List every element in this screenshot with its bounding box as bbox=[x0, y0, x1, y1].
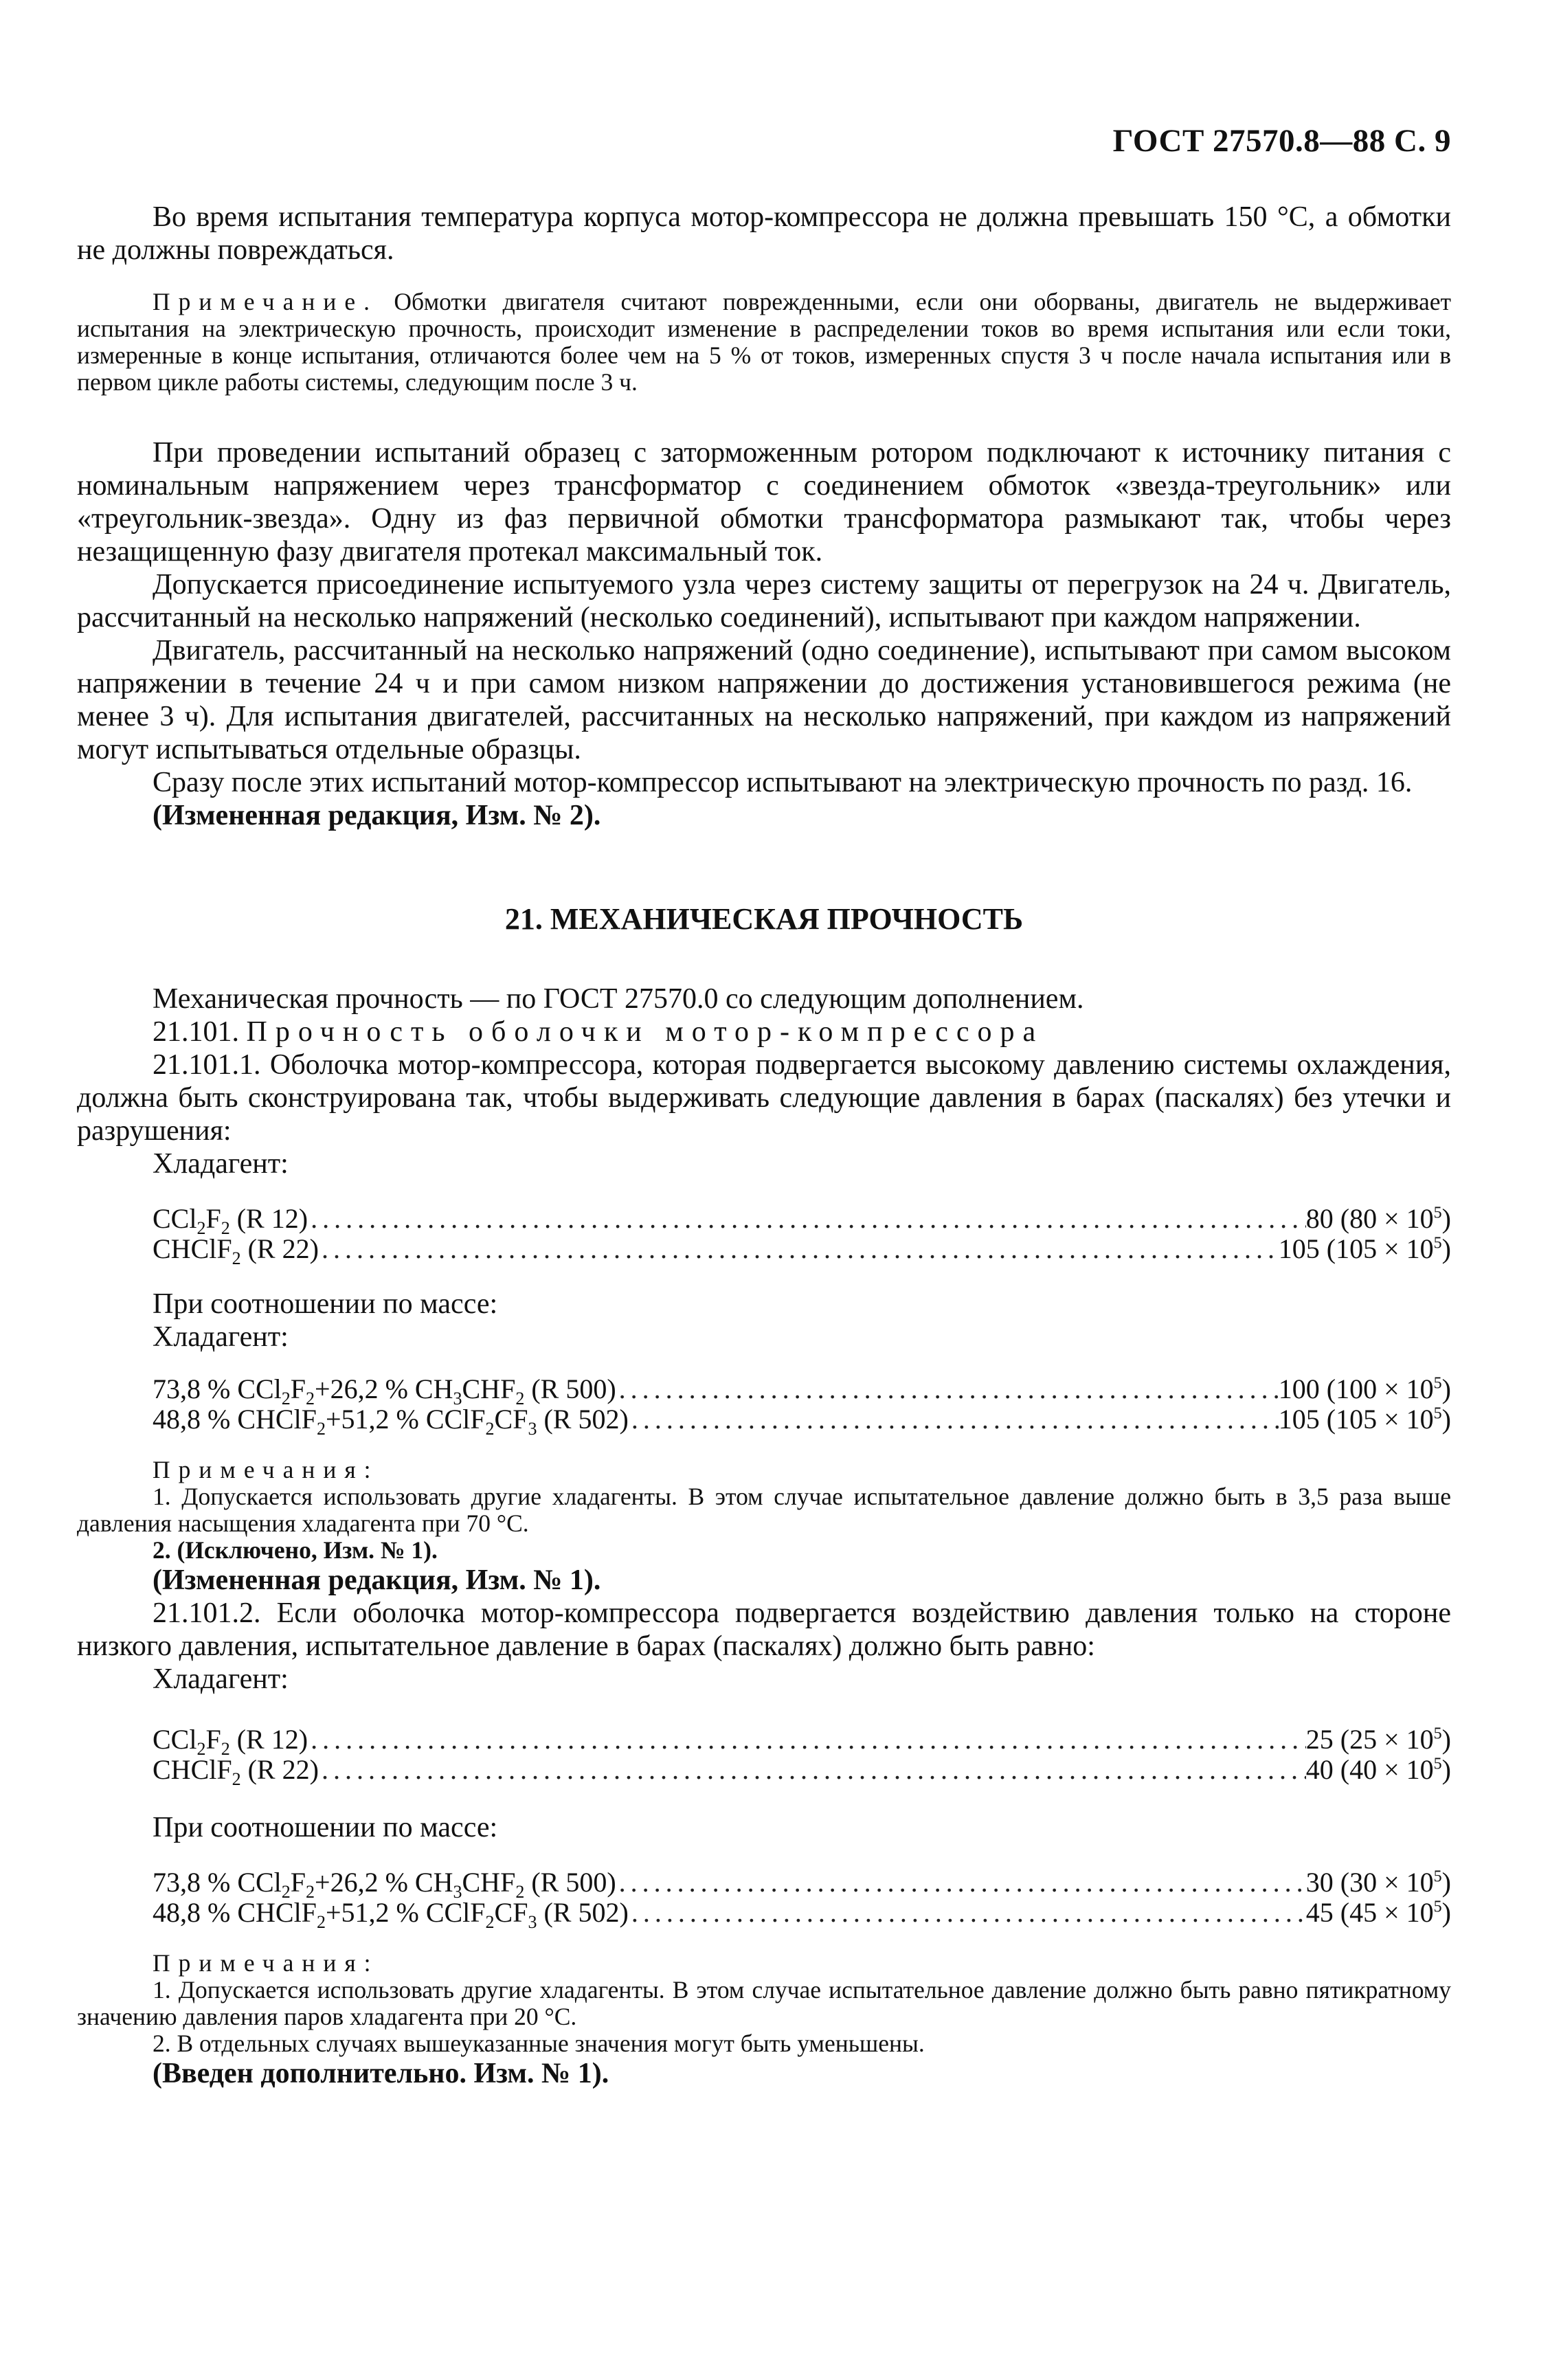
refrigerant-label: Хладагент: bbox=[153, 1663, 289, 1695]
pressure-table-low-2 bbox=[77, 1867, 1451, 1932]
clause-title: Прочность оболочки мотор-компрессора bbox=[246, 1016, 1044, 1048]
text-overload-protection: Допускается присоединение испытуемого узла через систему защиты от перегрузок на 24 ч. Двигатель, рассчитанный на несколько напряжений (несколько соединений), испытывают при каждом напряжении. bbox=[77, 569, 1451, 633]
amendment-note: (Измененная редакция, Изм. № 2). bbox=[153, 800, 601, 831]
refrigerant-name: 73,8 % $CCl_2F_2+26,2$ % $CH_3CHF_2$ (R 500) bbox=[153, 1867, 616, 1902]
pressure-value: 105 (105 × 10 bbox=[1278, 1404, 1434, 1435]
pressure-value: 45 (45 × 10 bbox=[1305, 1897, 1434, 1928]
text-multi-voltage: Двигатель, рассчитанный на несколько напряжений (одно соединение), испытывают при самом высоком напряжении в течение 24 ч и при самом низком напряжении до достижения установившегося режима (не менее 3 ч). Для испытания двигателей, рассчитанных на несколько напряжений, при каждом из напряжений могут испытываться отдельные образцы. bbox=[77, 635, 1451, 765]
notes-label: Примечания: bbox=[153, 1456, 379, 1483]
pressure-table-low-1 bbox=[77, 1724, 1451, 1789]
notes-block-2 bbox=[77, 1950, 1451, 2090]
note-item: 1. Допускается использовать другие хладагенты. В этом случае испытательное давление должно быть равно пятикратному значению давления паров хладагента при 20 °С. bbox=[77, 1976, 1451, 2030]
page-header: ГОСТ 27570.8—88 С. 9 bbox=[1112, 123, 1451, 159]
note-label: Примечание. bbox=[153, 288, 378, 315]
table-row: 73,8 % $CCl_2F_2+26,2$ % $CH_3CHF_2$ (R 500) ..... 30 $(30 \times 10^5)$ bbox=[153, 1867, 1451, 1898]
paragraph-test-procedure bbox=[77, 436, 1451, 832]
section-heading-block bbox=[77, 901, 1451, 936]
pressure-value: 80 (80 × 10 bbox=[1305, 1203, 1434, 1234]
mass-ratio-label: При соотношении по массе: bbox=[153, 1812, 498, 1843]
notes-block-1 bbox=[77, 1457, 1451, 1696]
pressure-value: 100 (100 × 10 bbox=[1278, 1373, 1434, 1404]
pressure-value: 30 (30 × 10 bbox=[1305, 1867, 1434, 1898]
paragraph-temperature bbox=[77, 201, 1451, 267]
clause-21-101-2: 21.101.2. Если оболочка мотор-компрессора подвергается воздействию давления только на стороне низкого давления, испытательное давление в барах (паскалях) должно быть равно: bbox=[77, 1597, 1451, 1662]
table-row: CHClF$_2$ (R 22) ..... 105 $(105 \times 10^5)$ bbox=[153, 1234, 1451, 1264]
note-item: 1. Допускается использовать другие хладагенты. В этом случае испытательное давление должно быть в 3,5 раза выше давления насыщения хладагента при 70 °С. bbox=[77, 1483, 1451, 1537]
text-temperature: Во время испытания температура корпуса мотор-компрессора не должна превышать 150 °С, а обмотки не должны повреждаться. bbox=[77, 201, 1451, 266]
notes-label: Примечания: bbox=[153, 1949, 379, 1977]
section-title: 21. МЕХАНИЧЕСКАЯ ПРОЧНОСТЬ bbox=[504, 902, 1024, 936]
refrigerant-name: 48,8 % CHClF$_2$+51,2 % $CClF_2CF_3$ (R 502) bbox=[153, 1897, 629, 1932]
table-row: $CCl_2F_2$ (R 12) ..... 80 $(80 \times 10^5)$ bbox=[153, 1204, 1451, 1234]
note-windings bbox=[77, 289, 1451, 396]
note-item: 2. (Исключено, Изм. № 1). bbox=[153, 1536, 438, 1564]
table-row: 73,8 % $CCl_2F_2+26,2$ % $CH_3CHF_2$ (R 500) ..... 100 $(100 \times 10^5)$ bbox=[153, 1374, 1451, 1404]
refrigerant-name: 73,8 % $CCl_2F_2+26,2$ % $CH_3CHF_2$ (R 500) bbox=[153, 1373, 616, 1408]
refrigerant-name: CHClF$_2$ (R 22) bbox=[153, 1754, 319, 1789]
note-text: Обмотки двигателя считают поврежденными, если они оборваны, двигатель не выдерживает испытания на электрическую прочность, происходит изменение в распределении токов во время испытания или если токи, измеренные в конце испытания, отличаются более чем на 5 % от токов, измеренных спустя 3 ч после начала испытания или в первом цикле работы системы, следующим после 3 ч. bbox=[77, 288, 1451, 396]
refrigerant-name: $CCl_2F_2$ (R 12) bbox=[153, 1724, 308, 1759]
refrigerant-name: $CCl_2F_2$ (R 12) bbox=[153, 1203, 308, 1238]
amendment-note: (Измененная редакция, Изм. № 1). bbox=[153, 1564, 601, 1596]
pressure-value: 40 (40 × 10 bbox=[1305, 1754, 1434, 1785]
pressure-value: 25 (25 × 10 bbox=[1305, 1724, 1434, 1755]
table-row: $CCl_2F_2$ (R 12) ..... 25 $(25 \times 10^5)$ bbox=[153, 1725, 1451, 1755]
table-row: 48,8 % CHClF$_2$+51,2 % $CClF_2CF_3$ (R 502) ..... 105 $(105 \times 10^5)$ bbox=[153, 1404, 1451, 1435]
refrigerant-name: CHClF$_2$ (R 22) bbox=[153, 1233, 319, 1268]
table-row: CHClF$_2$ (R 22) ..... 40 $(40 \times 10^5)$ bbox=[153, 1755, 1451, 1785]
refrigerant-name: 48,8 % CHClF$_2$+51,2 % $CClF_2CF_3$ (R 502) bbox=[153, 1404, 629, 1439]
section-21-body bbox=[77, 983, 1451, 1180]
text-mechanical-strength: Механическая прочность — по ГОСТ 27570.0 со следующим дополнением. bbox=[153, 983, 1084, 1015]
pressure-value: 105 (105 × 10 bbox=[1278, 1233, 1434, 1264]
text-test-procedure: При проведении испытаний образец с заторможенным ротором подключают к источнику питания с номинальным напряжением через трансформатор с соединением обмоток «звезда-треугольник» или «треугольник-звезда». Одну из фаз первичной обмотки трансформатора размыкают так, чтобы через незащищенную фазу двигателя протекал максимальный ток. bbox=[77, 437, 1451, 568]
text-electrical-strength: Сразу после этих испытаний мотор-компрессор испытывают на электрическую прочность по разд. 16. bbox=[153, 767, 1413, 798]
pressure-table-high-2 bbox=[77, 1373, 1451, 1439]
amendment-note: (Введен дополнительно. Изм. № 1). bbox=[153, 2058, 609, 2089]
mass-ratio-block-1 bbox=[77, 1288, 1451, 1354]
clause-number: 21.101. bbox=[153, 1016, 247, 1048]
clause-21-101-1: 21.101.1. Оболочка мотор-компрессора, которая подвергается высокому давлению системы охлаждения, должна быть сконструирована так, чтобы выдерживать следующие давления в барах (паскалях) без утечки и разрушения: bbox=[77, 1049, 1451, 1147]
note-item: 2. В отдельных случаях вышеуказанные значения могут быть уменьшены. bbox=[153, 2030, 925, 2057]
pressure-table-high-1 bbox=[77, 1203, 1451, 1268]
mass-ratio-label: При соотношении по массе: bbox=[153, 1288, 498, 1320]
refrigerant-label: Хладагент: bbox=[153, 1321, 289, 1353]
mass-ratio-block-2 bbox=[77, 1811, 1451, 1844]
refrigerant-label: Хладагент: bbox=[153, 1148, 289, 1180]
table-row: 48,8 % CHClF$_2$+51,2 % $CClF_2CF_3$ (R 502) ..... 45 $(45 \times 10^5)$ bbox=[153, 1898, 1451, 1928]
